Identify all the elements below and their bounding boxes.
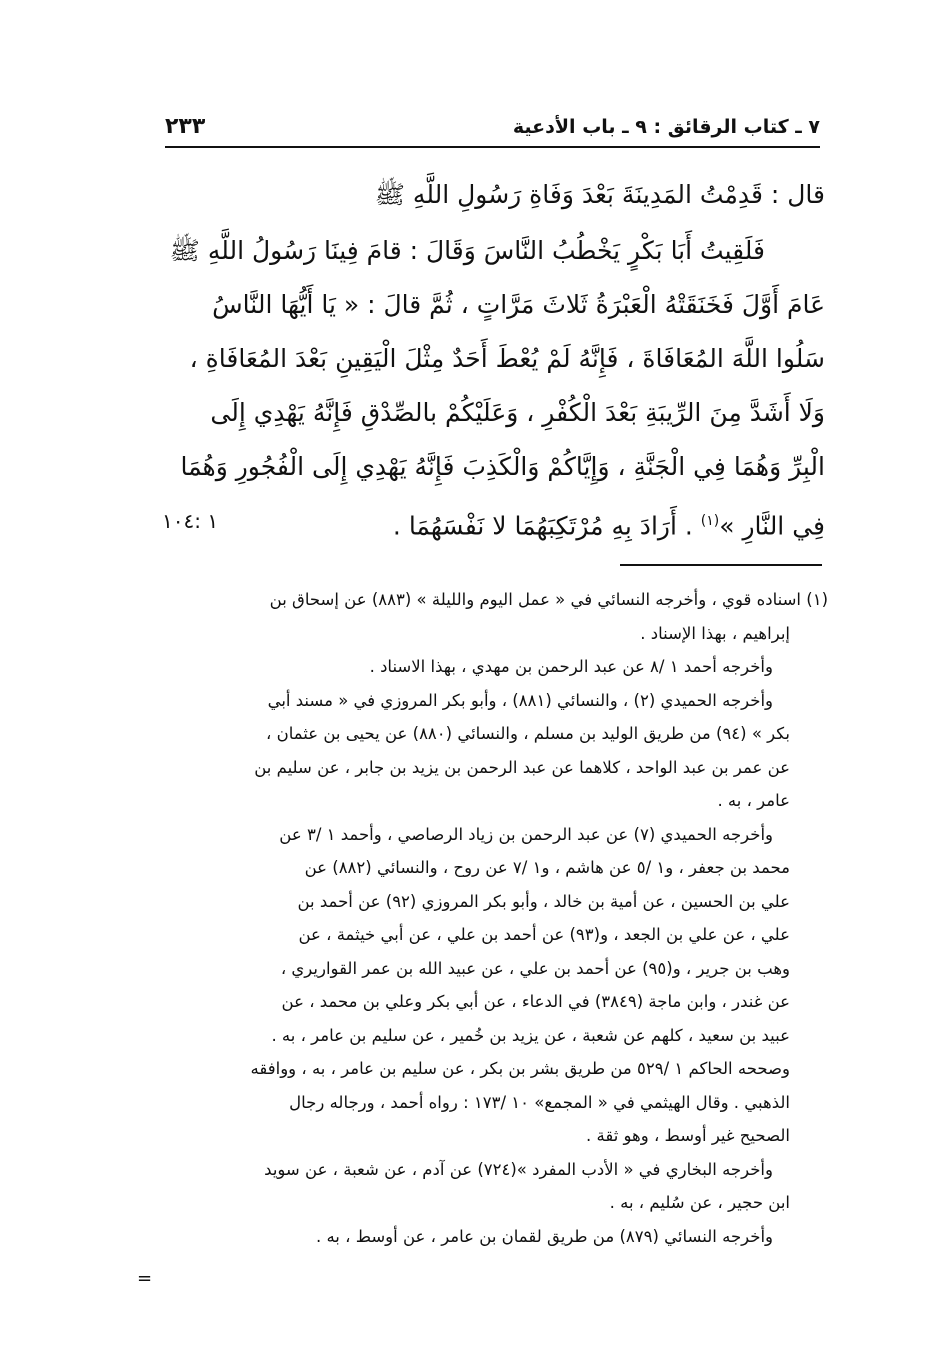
page-header bbox=[165, 108, 820, 144]
main-line-2: فَلَقِيتُ أَبَا بَكْرٍ يَخْطُبُ النَّاسَ وَقَالَ : قامَ فِينَا رَسُولُ اللَّهِ ﷺ bbox=[169, 236, 765, 265]
footnote-line: إبراهيم ، بهذا الإسناد . bbox=[640, 623, 790, 643]
footnote-line: الذهبي . وقال الهيثمي في « المجمع» ١٠ /١٧٣ : رواه أحمد ، ورجاله رجال bbox=[289, 1092, 790, 1112]
main-line-7-start: فِي النَّارِ » bbox=[719, 511, 825, 541]
footnote-line: عامر ، به . bbox=[717, 791, 790, 810]
footnotes bbox=[160, 583, 828, 1253]
footnote-line: وأخرجه الحميدي (٧) عن عبد الرحمن بن زياد الرصاصي ، وأحمد ١ /٣ عن bbox=[279, 824, 773, 844]
footnote-line: وأخرجه النسائي (٨٧٩) من طريق لقمان بن عامر ، عن أوسط ، به . bbox=[315, 1226, 773, 1246]
main-line-5: وَلَا أَشَدَّ مِنَ الرِّيبَةِ بَعْدَ الْكُفْرِ ، وَعَلَيْكُمْ بالصِّدْقِ فَإِنَّهُ يَهْدِي إِلَى bbox=[210, 398, 825, 427]
main-line-1: قال : قَدِمْتُ المَدِينَةَ بَعْدَ وَفَاةِ رَسُولِ اللَّهِ ﷺ bbox=[374, 180, 825, 209]
footnote-line: وأخرجه الحميدي (٢) ، والنسائي (٨٨١) ، وأبو بكر المروزي في « مسند أبي bbox=[267, 690, 773, 710]
main-line-4: سَلُوا اللَّهَ المُعَافَاةَ ، فَإِنَّهُ لَمْ يُعْطَ أَحَدٌ مِثْلَ الْيَقِينِ بَعْدَ المُعَافَاةِ ، bbox=[189, 344, 825, 373]
footnote-line: وهب بن جرير ، و(٩٥) عن أحمد بن علي ، عن عبيد الله بن عمر القواريري ، bbox=[280, 958, 790, 978]
footnote-line: وصححه الحاكم ١ /٥٢٩ من طريق بشر بن بكر ، عن سليم بن عامر ، به ، ووافقه bbox=[250, 1059, 790, 1078]
footnote-line: بكر » (٩٤) من طريق الوليد بن مسلم ، والنسائي (٨٨٠) عن يحيى بن عثمان ، bbox=[266, 724, 790, 743]
footnote-line: علي ، عن علي بن الجعد ، و(٩٣) عن أحمد بن علي ، عن أبي خيثمة ، عن bbox=[298, 925, 790, 944]
footnote-line: عن عمر بن عبد الواحد ، كلاهما عن عبد الرحمن بن يزيد بن جابر ، عن سليم بن bbox=[254, 757, 790, 777]
running-head: ٧ ـ كتاب الرقائق : ٩ ـ باب الأدعية bbox=[512, 116, 820, 138]
footnote-line: وأخرجه البخاري في « الأدب المفرد »(٧٢٤) عن آدم ، عن شعبة ، عن سويد bbox=[264, 1159, 773, 1179]
footnote-line: عبيد بن سعيد ، كلهم عن شعبة ، عن يزيد بن خُمير ، عن سليم بن عامر ، به . bbox=[271, 1025, 790, 1045]
main-line-7-tail: . أَرَادَ بِهِ مُرْتَكِبَهُمَا لا نَفْسَهُمَا . bbox=[392, 511, 701, 541]
main-line-7 bbox=[160, 494, 825, 548]
hadith-text bbox=[160, 168, 825, 548]
footnote-marker: (١) bbox=[700, 513, 720, 529]
footnote-rule bbox=[620, 564, 822, 566]
header-rule bbox=[165, 146, 820, 148]
footnote-line: وأخرجه أحمد ١ /٨ عن عبد الرحمن بن مهدي ، بهذا الاسناد . bbox=[369, 657, 773, 676]
footnote-line: الصحيح غير أوسط ، وهو ثقة . bbox=[586, 1126, 790, 1145]
footnote-line: محمد بن جعفر ، و١ /٥ عن هاشم ، و١ /٧ عن روح ، والنسائي (٨٨٢) عن bbox=[304, 858, 790, 877]
cross-reference: ١ :١٠٤ bbox=[162, 509, 219, 533]
footnote-line: علي بن الحسين ، عن أمية بن خالد ، وأبو بكر المروزي (٩٢) عن أحمد بن bbox=[297, 891, 790, 911]
continuation-mark: = bbox=[137, 1268, 153, 1289]
page-number: ٢٣٣ bbox=[165, 114, 206, 139]
main-line-6: الْبِرِّ وَهُمَا فِي الْجَنَّةِ ، وَإِيَّاكُمْ وَالْكَذِبَ فَإِنَّهُ يَهْدِي إِلَى الْفُجُورِ وَهُمَا bbox=[180, 452, 825, 481]
footnote-line: ابن حجير ، عن سُليم ، به . bbox=[609, 1193, 790, 1212]
main-line-3: عَامَ أَوَّلَ فَخَنَقَتْهُ الْعَبْرَةُ ثَلاثَ مَرَّاتٍ ، ثُمَّ قالَ : « يَا أَيُّهَا النَّاسُ bbox=[212, 290, 825, 319]
footnote-line: عن غندر ، وابن ماجة (٣٨٤٩) في الدعاء ، عن أبي بكر وعلي بن محمد ، عن bbox=[281, 992, 790, 1011]
footnote-line: (١) اسناده قوي ، وأخرجه النسائي في « عمل اليوم والليلة » (٨٨٣) عن إسحاق بن bbox=[269, 590, 828, 609]
